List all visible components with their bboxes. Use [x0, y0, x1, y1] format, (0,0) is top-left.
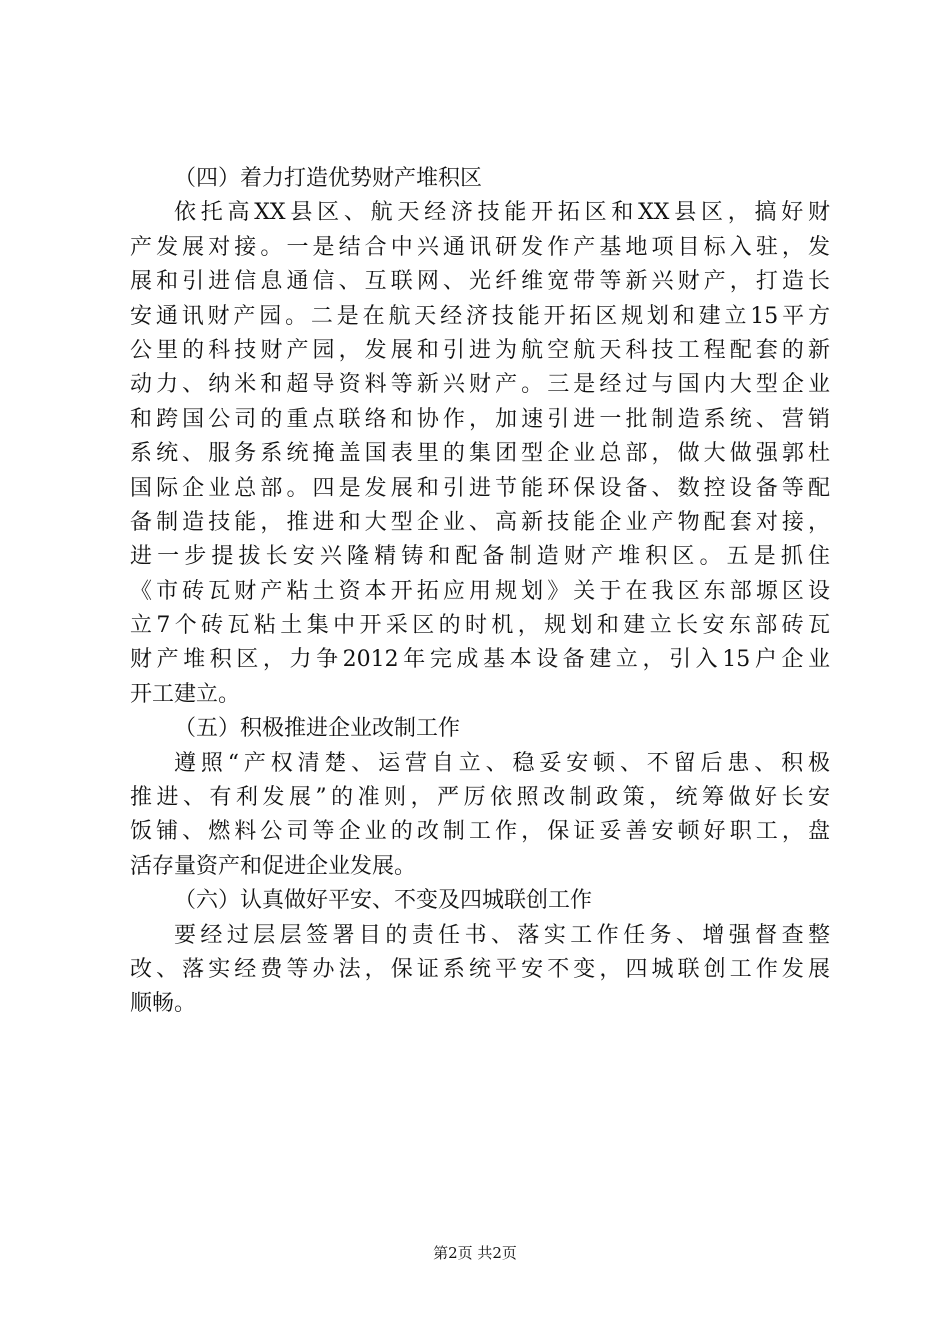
paragraph-line: 《市砖瓦财产粘土资本开拓应用规划》关于在我区东部塬区设	[130, 578, 830, 604]
paragraph-line: 推进、有利发展”的准则，严厉依照改制政策，统筹做好长安	[130, 785, 830, 811]
paragraph-line: 系统、服务系统掩盖国表里的集团型企业总部，做大做强郭杜	[130, 441, 830, 467]
paragraph-line: 安通讯财产园。二是在航天经济技能开拓区规划和建立15平方	[130, 303, 830, 329]
paragraph-line: 财产堆积区，力争2012年完成基本设备建立，引入15户企业	[130, 647, 830, 673]
paragraph-line: 进一步提拔长安兴隆精铸和配备制造财产堆积区。五是抓住	[130, 544, 830, 570]
paragraph-line: 遵照“产权清楚、运营自立、稳妥安顿、不留后患、积极	[174, 750, 830, 776]
paragraph-line: 依托高XX县区、航天经济技能开拓区和XX县区，搞好财	[174, 200, 830, 226]
paragraph-line: 公里的科技财产园，发展和引进为航空航天科技工程配套的新	[130, 337, 830, 363]
paragraph-line: 国际企业总部。四是发展和引进节能环保设备、数控设备等配	[130, 475, 830, 501]
paragraph-line: 展和引进信息通信、互联网、光纤维宽带等新兴财产，打造长	[130, 269, 830, 295]
page-number-footer: 第2页 共2页	[433, 1244, 517, 1262]
paragraph-line: 顺畅。	[130, 991, 197, 1017]
section-heading-5: （五）积极推进企业改制工作	[174, 716, 461, 742]
paragraph-line: 开工建立。	[130, 681, 241, 707]
paragraph-line: 和跨国公司的重点联络和协作，加速引进一批制造系统、营销	[130, 406, 830, 432]
paragraph-line: 产发展对接。一是结合中兴通讯研发作产基地项目标入驻，发	[130, 234, 830, 260]
paragraph-line: 要经过层层签署目的责任书、落实工作任务、增强督查整	[174, 922, 830, 948]
paragraph-line: 饭铺、燃料公司等企业的改制工作，保证妥善安顿好职工，盘	[130, 819, 830, 845]
section-heading-6: （六）认真做好平安、不变及四城联创工作	[174, 888, 593, 914]
paragraph-line: 动力、纳米和超导资料等新兴财产。三是经过与国内大型企业	[130, 372, 830, 398]
paragraph-line: 备制造技能，推进和大型企业、高新技能企业产物配套对接，	[130, 509, 830, 535]
paragraph-line: 活存量资产和促进企业发展。	[130, 853, 417, 879]
section-heading-4: （四）着力打造优势财产堆积区	[174, 166, 483, 191]
document-body	[130, 162, 830, 1022]
paragraph-line: 改、落实经费等办法，保证系统平安不变，四城联创工作发展	[130, 956, 830, 982]
paragraph-line: 立7个砖瓦粘土集中开采区的时机，规划和建立长安东部砖瓦	[130, 613, 830, 639]
